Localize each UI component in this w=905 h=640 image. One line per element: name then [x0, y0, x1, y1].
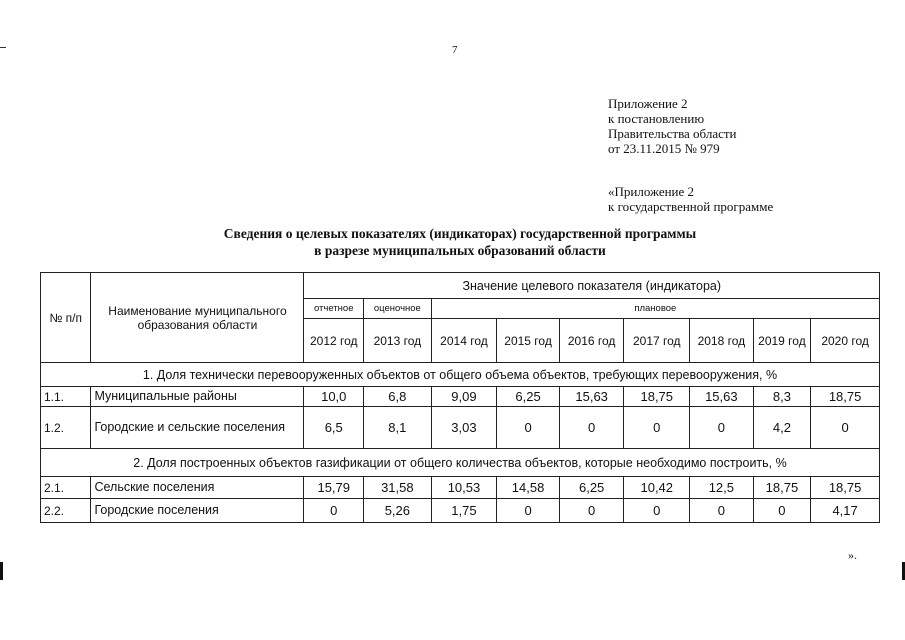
value-cell: 0	[624, 499, 690, 523]
value-cell: 9,09	[431, 387, 497, 407]
value-cell: 0	[497, 499, 560, 523]
row-name: Сельские поселения	[91, 477, 304, 499]
table-row	[41, 499, 880, 523]
year-cell: 2020 год	[811, 319, 880, 363]
row-name: Муниципальные районы	[91, 387, 304, 407]
value-cell: 4,17	[811, 499, 880, 523]
indicators-table	[40, 272, 880, 523]
value-cell: 15,79	[304, 477, 364, 499]
year-cell: 2019 год	[753, 319, 811, 363]
value-cell: 18,75	[624, 387, 690, 407]
value-cell: 8,1	[364, 407, 432, 449]
document-title	[40, 225, 880, 259]
section-row	[41, 449, 880, 477]
year-cell: 2012 год	[304, 319, 364, 363]
value-cell: 14,58	[497, 477, 560, 499]
value-cell: 18,75	[811, 387, 880, 407]
value-cell: 8,3	[753, 387, 811, 407]
value-cell: 3,03	[431, 407, 497, 449]
row-num: 2.2.	[41, 499, 91, 523]
value-cell: 18,75	[811, 477, 880, 499]
row-num: 1.1.	[41, 387, 91, 407]
year-cell: 2014 год	[431, 319, 497, 363]
title-line: в разрезе муниципальных образований области	[314, 243, 606, 258]
value-cell: 6,25	[497, 387, 560, 407]
appendix-ref-line: к государственной программе	[608, 199, 774, 214]
table-row	[41, 407, 880, 449]
appendix-ref-line: «Приложение 2	[608, 184, 695, 199]
value-cell: 1,75	[431, 499, 497, 523]
value-cell: 15,63	[690, 387, 754, 407]
value-cell: 31,58	[364, 477, 432, 499]
header-row	[41, 273, 880, 299]
appendix-line: Приложение 2	[608, 96, 688, 111]
row-num: 2.1.	[41, 477, 91, 499]
appendix-line: от 23.11.2015 № 979	[608, 141, 720, 156]
sub-reported: отчетное	[304, 299, 364, 319]
row-name: Городские поселения	[91, 499, 304, 523]
year-cell: 2015 год	[497, 319, 560, 363]
section-title: 1. Доля технически перевооруженных объектов от общего объема объектов, требующих перевооружения, %	[41, 363, 880, 387]
value-cell: 0	[690, 407, 754, 449]
appendix-line: Правительства области	[608, 126, 737, 141]
value-cell: 10,42	[624, 477, 690, 499]
table-row	[41, 477, 880, 499]
appendix-reference	[608, 184, 773, 214]
col-name-header: Наименование муниципального образования области	[91, 273, 304, 363]
left-edge-mark	[0, 562, 3, 580]
value-cell: 18,75	[753, 477, 811, 499]
title-line: Сведения о целевых показателях (индикаторах) государственной программы	[223, 226, 697, 241]
edge-dash	[0, 47, 6, 48]
section-row	[41, 363, 880, 387]
value-cell: 0	[624, 407, 690, 449]
value-cell: 0	[304, 499, 364, 523]
table-row	[41, 387, 880, 407]
value-cell: 6,5	[304, 407, 364, 449]
page-number: 7	[452, 44, 458, 56]
value-cell: 0	[497, 407, 560, 449]
col-value-header: Значение целевого показателя (индикатора)	[304, 273, 880, 299]
value-cell: 0	[811, 407, 880, 449]
sub-planned: плановое	[431, 299, 879, 319]
year-cell: 2016 год	[559, 319, 624, 363]
row-num: 1.2.	[41, 407, 91, 449]
appendix-header	[608, 96, 737, 156]
value-cell: 10,53	[431, 477, 497, 499]
closing-quote: ».	[848, 548, 857, 562]
value-cell: 6,8	[364, 387, 432, 407]
year-cell: 2017 год	[624, 319, 690, 363]
value-cell: 0	[690, 499, 754, 523]
sub-estimated: оценочное	[364, 299, 432, 319]
year-cell: 2018 год	[690, 319, 754, 363]
value-cell: 0	[559, 499, 624, 523]
row-name: Городские и сельские поселения	[91, 407, 304, 449]
value-cell: 10,0	[304, 387, 364, 407]
value-cell: 15,63	[559, 387, 624, 407]
value-cell: 6,25	[559, 477, 624, 499]
value-cell: 0	[559, 407, 624, 449]
appendix-line: к постановлению	[608, 111, 705, 126]
section-title: 2. Доля построенных объектов газификации от общего количества объектов, которые необходимо построить, %	[41, 449, 880, 477]
year-cell: 2013 год	[364, 319, 432, 363]
value-cell: 5,26	[364, 499, 432, 523]
col-num-header: № п/п	[41, 273, 91, 363]
value-cell: 0	[753, 499, 811, 523]
value-cell: 12,5	[690, 477, 754, 499]
value-cell: 4,2	[753, 407, 811, 449]
